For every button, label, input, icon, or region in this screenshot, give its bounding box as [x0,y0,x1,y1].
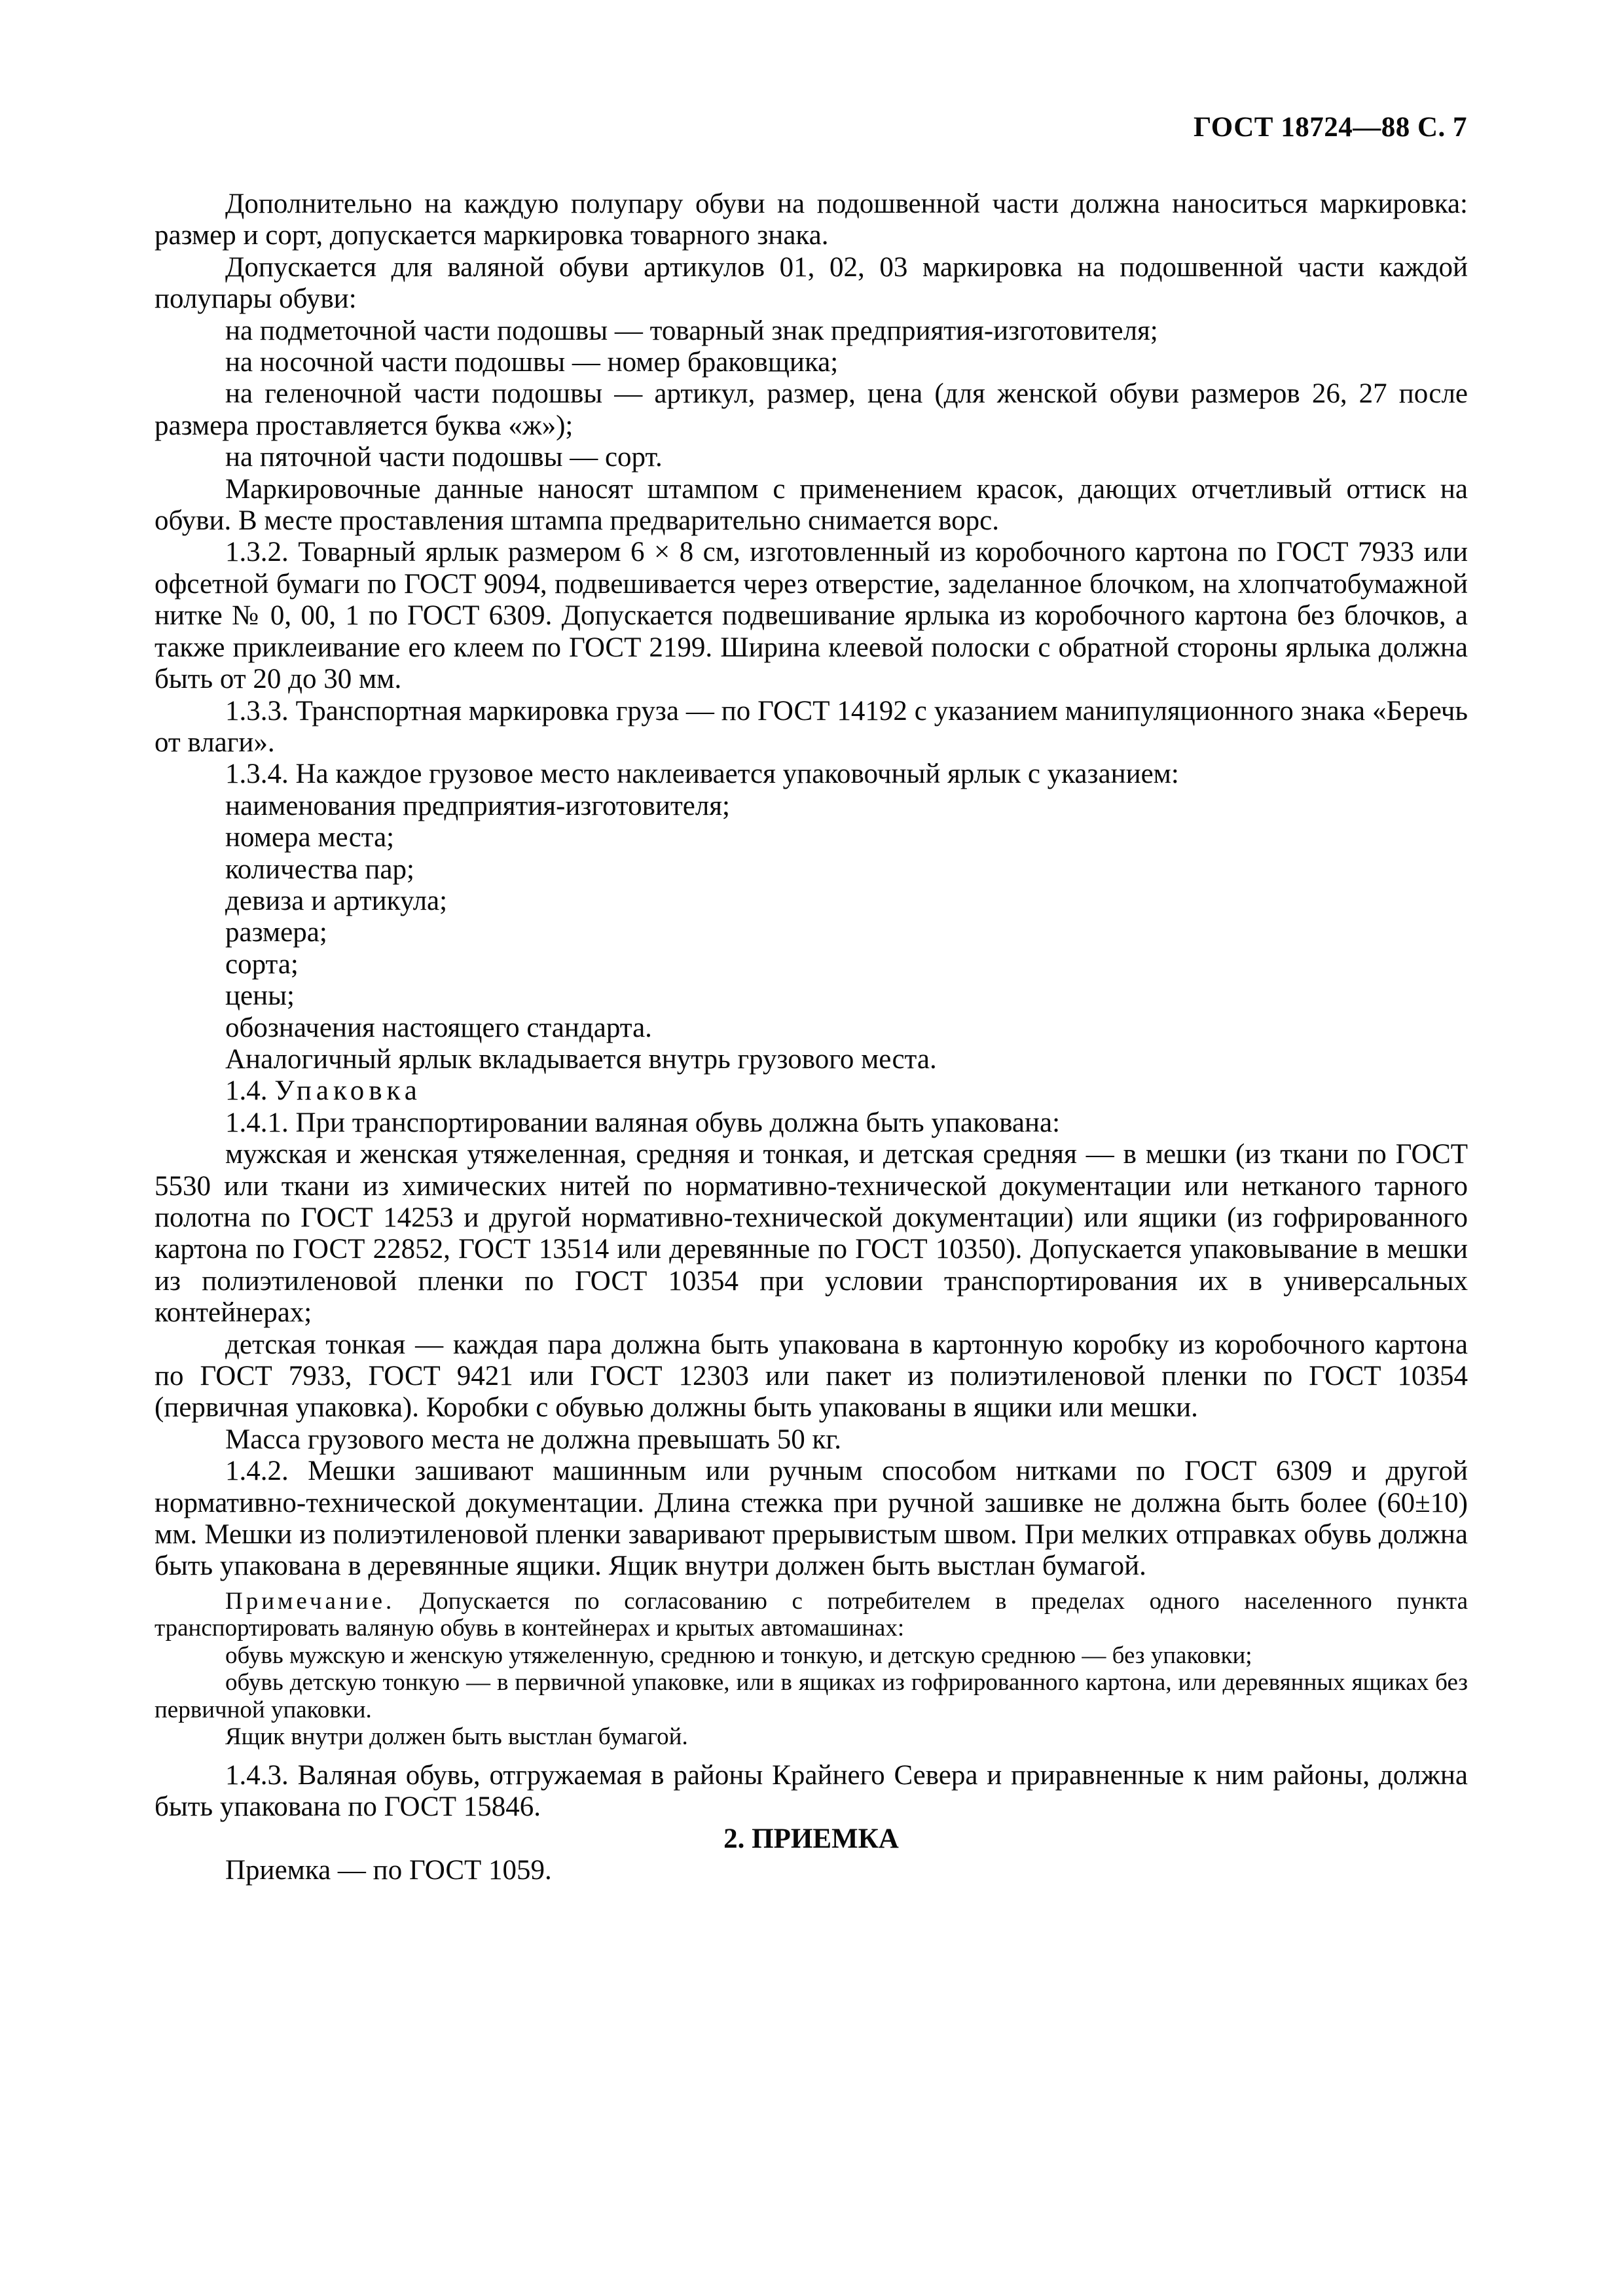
paragraph: Аналогичный ярлык вкладывается внутрь грузового места. [225,1043,937,1075]
paragraph: на пяточной части подошвы — сорт. [225,442,663,473]
paragraph: на носочной части подошвы — номер браковщика; [225,347,839,378]
packaging-heading-word: Упаковка [274,1075,422,1107]
packaging-heading-number: 1.4. [225,1075,268,1107]
list-item: количества пар; [225,853,414,885]
paragraph: 1.4.2. Мешки зашивают машинным или ручным способом нитками по ГОСТ 6309 и другой нормативно-технической документации. Длина стежка при ручной зашивке не должна быть более (60±10) мм. Мешки из полиэтиленовой пленки заваривают прерывистым швом. При мелких отправках обувь должна быть упакована в деревянные ящики. Ящик внутри должен быть выстлан бумагой. [155,1456,1468,1582]
paragraph: 1.4.1. При транспортировании валяная обувь должна быть упакована: [225,1107,1061,1138]
document-body [155,188,1468,1887]
note-text: Допускается по согласованию с потребителем в пределах одного населенного пункта транспортировать валяную обувь в контейнерах и крытых автомашинах: [155,1587,1468,1642]
note-label: Примечание. [225,1587,395,1615]
note-item: обувь детскую тонкую — в первичной упаковке, или в ящиках из гофрированного картона, или деревянных ящиках без первичной упаковки. [155,1669,1468,1723]
packaging-heading [155,1075,1468,1107]
list-item: размера; [225,917,327,948]
paragraph: Маркировочные данные наносят штампом с применением красок, дающих отчетливый оттиск на обуви. В месте проставления штампа предварительно снимается ворс. [155,473,1468,537]
list-item: обозначения настоящего стандарта. [225,1012,652,1043]
section-title: 2. ПРИЕМКА [723,1823,899,1854]
paragraph: 1.4.3. Валяная обувь, отгружаемая в районы Крайнего Севера и приравненные к ним районы, должна быть упакована по ГОСТ 15846. [155,1759,1468,1823]
note-item: Ящик внутри должен быть выстлан бумагой. [225,1723,688,1751]
list-item: девиза и артикула; [225,885,448,916]
paragraph: Масса грузового места не должна превышать 50 кг. [225,1424,841,1455]
paragraph: 1.3.4. На каждое грузовое место наклеивается упаковочный ярлык с указанием: [225,759,1179,790]
paragraph: мужская и женская утяжеленная, средняя и тонкая, и детская средняя — в мешки (из ткани по ГОСТ 5530 или ткани из химических нитей по нормативно-технической документации или нетканого тарного полотна по ГОСТ 14253 и другой нормативно-технической документации) или ящики (из гофрированного картона по ГОСТ 22852, ГОСТ 13514 или деревянные по ГОСТ 10350). Допускается упаковывание в мешки из полиэтиленовой пленки по ГОСТ 10354 при условии транспортирования их в универсальных контейнерах; [155,1139,1468,1329]
paragraph: Допускается для валяной обуви артикулов 01, 02, 03 маркировка на подошвенной части каждой полупары обуви: [155,251,1468,315]
list-item: сорта; [225,948,299,980]
paragraph: Дополнительно на каждую полупару обуви на подошвенной части должна наноситься маркировка: размер и сорт, допускается маркировка товарного знака. [155,188,1468,251]
paragraph: на подметочной части подошвы — товарный знак предприятия-изготовителя; [225,315,1158,346]
list-item: номера места; [225,822,395,853]
page-header: ГОСТ 18724—88 С. 7 [1193,112,1467,143]
note-block [155,1588,1468,1751]
paragraph: детская тонкая — каждая пара должна быть упакована в картонную коробку из коробочного картона по ГОСТ 7933, ГОСТ 9421 или ГОСТ 12303 или пакет из полиэтиленовой пленки по ГОСТ 10354 (первичная упаковка). Коробки с обувью должны быть упакованы в ящики или мешки. [155,1329,1468,1424]
list-item: цены; [225,980,295,1012]
note-item: обувь мужскую и женскую утяжеленную, среднюю и тонкую, и детскую среднюю — без упаковки; [225,1641,1252,1669]
paragraph: Приемка — по ГОСТ 1059. [225,1855,552,1886]
paragraph: 1.3.3. Транспортная маркировка груза — по ГОСТ 14192 с указанием манипуляционного знака «Беречь от влаги». [155,695,1468,758]
list-item: наименования предприятия-изготовителя; [225,790,730,821]
note-first [155,1588,1468,1642]
paragraph: 1.3.2. Товарный ярлык размером 6 × 8 см, изготовленный из коробочного картона по ГОСТ 7933 или офсетной бумаги по ГОСТ 9094, подвешивается через отверстие, заделанное блочком, на хлопчатобумажной нитке № 0, 00, 1 по ГОСТ 6309. Допускается подвешивание ярлыка из коробочного картона без блочков, а также приклеивание его клеем по ГОСТ 2199. Ширина клеевой полоски с обратной стороны ярлыка должна быть от 20 до 30 мм. [155,537,1468,695]
paragraph: на геленочной части подошвы — артикул, размер, цена (для женской обуви размеров 26, 27 после размера проставляется буква «ж»); [155,378,1468,441]
